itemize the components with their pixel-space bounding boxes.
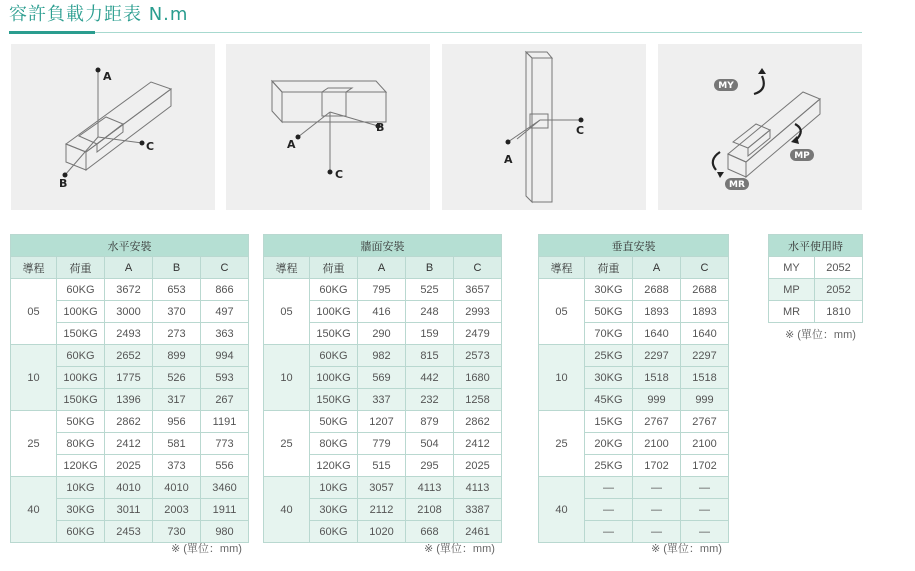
moment-name: MR bbox=[769, 301, 815, 323]
data-cell: 2767 bbox=[681, 411, 729, 433]
table-vertical bbox=[538, 234, 729, 543]
data-cell: 2652 bbox=[105, 345, 153, 367]
data-cell: 581 bbox=[153, 433, 201, 455]
data-cell: 248 bbox=[406, 301, 454, 323]
data-cell: 2862 bbox=[105, 411, 153, 433]
table-row bbox=[11, 411, 249, 433]
data-cell: 30KG bbox=[310, 499, 358, 521]
data-cell: 3387 bbox=[454, 499, 502, 521]
data-cell: 1518 bbox=[681, 367, 729, 389]
data-cell: 2025 bbox=[105, 455, 153, 477]
data-cell: — bbox=[681, 477, 729, 499]
data-cell: 60KG bbox=[57, 521, 105, 543]
table-row bbox=[11, 345, 249, 367]
data-cell: 4113 bbox=[454, 477, 502, 499]
moment-name: MP bbox=[769, 279, 815, 301]
data-cell: 4010 bbox=[153, 477, 201, 499]
data-cell: 10KG bbox=[57, 477, 105, 499]
data-cell: — bbox=[633, 477, 681, 499]
data-cell: 373 bbox=[153, 455, 201, 477]
data-cell: 569 bbox=[358, 367, 406, 389]
data-cell: 1680 bbox=[454, 367, 502, 389]
data-cell: — bbox=[633, 521, 681, 543]
data-cell: 267 bbox=[201, 389, 249, 411]
label-c: C bbox=[335, 168, 344, 181]
label-my: MY bbox=[718, 81, 734, 91]
data-cell: 2025 bbox=[454, 455, 502, 477]
column-header: B bbox=[406, 257, 454, 279]
diagram-moments-drawing bbox=[658, 44, 862, 210]
data-cell: 1775 bbox=[105, 367, 153, 389]
data-cell: 60KG bbox=[310, 345, 358, 367]
data-cell: — bbox=[681, 499, 729, 521]
data-cell: 295 bbox=[406, 455, 454, 477]
diagram-wall-drawing bbox=[226, 44, 430, 210]
data-cell: 3460 bbox=[201, 477, 249, 499]
lead-cell: 10 bbox=[264, 345, 310, 411]
data-cell: 504 bbox=[406, 433, 454, 455]
data-cell: 556 bbox=[201, 455, 249, 477]
lead-cell: 25 bbox=[11, 411, 57, 477]
data-cell: 866 bbox=[201, 279, 249, 301]
data-cell: 442 bbox=[406, 367, 454, 389]
lead-cell: 40 bbox=[539, 477, 585, 543]
data-cell: — bbox=[633, 499, 681, 521]
data-cell: 100KG bbox=[310, 367, 358, 389]
data-cell: 70KG bbox=[585, 323, 633, 345]
data-cell: 150KG bbox=[310, 389, 358, 411]
data-cell: — bbox=[585, 499, 633, 521]
data-cell: 1702 bbox=[633, 455, 681, 477]
data-cell: 1258 bbox=[454, 389, 502, 411]
data-cell: 50KG bbox=[310, 411, 358, 433]
data-cell: 2493 bbox=[105, 323, 153, 345]
unit-note: ※ (單位：mm) bbox=[171, 543, 242, 555]
data-cell: 1207 bbox=[358, 411, 406, 433]
column-header: C bbox=[681, 257, 729, 279]
table-horizontal bbox=[10, 234, 249, 543]
data-cell: 273 bbox=[153, 323, 201, 345]
data-cell: 2297 bbox=[681, 345, 729, 367]
data-cell: 593 bbox=[201, 367, 249, 389]
data-cell: — bbox=[681, 521, 729, 543]
diagram-horizontal bbox=[11, 44, 215, 210]
data-cell: 525 bbox=[406, 279, 454, 301]
data-cell: 15KG bbox=[585, 411, 633, 433]
table-row bbox=[539, 345, 729, 367]
column-header: 導程 bbox=[11, 257, 57, 279]
data-cell: 60KG bbox=[57, 345, 105, 367]
data-cell: 779 bbox=[358, 433, 406, 455]
group-header: 水平安裝 bbox=[11, 235, 249, 257]
data-cell: 773 bbox=[201, 433, 249, 455]
page-title: 容許負載力距表 N.m bbox=[9, 4, 189, 25]
table-row bbox=[11, 279, 249, 301]
group-header: 牆面安裝 bbox=[264, 235, 502, 257]
data-cell: 290 bbox=[358, 323, 406, 345]
data-cell: 1640 bbox=[681, 323, 729, 345]
data-cell: 30KG bbox=[57, 499, 105, 521]
data-cell: 4113 bbox=[406, 477, 454, 499]
label-a: A bbox=[504, 153, 513, 166]
data-cell: 899 bbox=[153, 345, 201, 367]
data-cell: 982 bbox=[358, 345, 406, 367]
table-row bbox=[11, 477, 249, 499]
diagram-vertical bbox=[442, 44, 646, 210]
data-cell: 25KG bbox=[585, 455, 633, 477]
data-cell: 2461 bbox=[454, 521, 502, 543]
data-cell: 100KG bbox=[310, 301, 358, 323]
data-cell: 100KG bbox=[57, 301, 105, 323]
data-cell: 232 bbox=[406, 389, 454, 411]
table-wall bbox=[263, 234, 502, 543]
lead-cell: 25 bbox=[539, 411, 585, 477]
data-cell: 2100 bbox=[681, 433, 729, 455]
column-header: 導程 bbox=[264, 257, 310, 279]
table-row bbox=[539, 411, 729, 433]
data-cell: 150KG bbox=[310, 323, 358, 345]
data-cell: 120KG bbox=[57, 455, 105, 477]
data-cell: 2688 bbox=[633, 279, 681, 301]
label-c: C bbox=[146, 140, 155, 153]
data-cell: 30KG bbox=[585, 367, 633, 389]
data-cell: 1396 bbox=[105, 389, 153, 411]
lead-cell: 25 bbox=[264, 411, 310, 477]
table-row bbox=[264, 411, 502, 433]
data-cell: 1020 bbox=[358, 521, 406, 543]
lead-cell: 40 bbox=[11, 477, 57, 543]
data-cell: 515 bbox=[358, 455, 406, 477]
data-cell: 60KG bbox=[57, 279, 105, 301]
data-cell: 2688 bbox=[681, 279, 729, 301]
data-cell: 80KG bbox=[57, 433, 105, 455]
column-header: 荷重 bbox=[57, 257, 105, 279]
table-row bbox=[539, 279, 729, 301]
label-b: B bbox=[376, 121, 385, 134]
data-cell: 2412 bbox=[454, 433, 502, 455]
data-cell: 1702 bbox=[681, 455, 729, 477]
column-header: 荷重 bbox=[585, 257, 633, 279]
label-mr: MR bbox=[729, 180, 745, 190]
data-cell: 150KG bbox=[57, 323, 105, 345]
data-cell: 3000 bbox=[105, 301, 153, 323]
data-cell: 1640 bbox=[633, 323, 681, 345]
title-accent-bar bbox=[9, 31, 95, 34]
data-cell: 60KG bbox=[310, 279, 358, 301]
data-cell: 80KG bbox=[310, 433, 358, 455]
data-cell: 2412 bbox=[105, 433, 153, 455]
table-row bbox=[264, 477, 502, 499]
column-header: A bbox=[358, 257, 406, 279]
data-cell: 20KG bbox=[585, 433, 633, 455]
column-header: A bbox=[633, 257, 681, 279]
label-b: B bbox=[59, 177, 68, 190]
data-cell: 317 bbox=[153, 389, 201, 411]
data-cell: 999 bbox=[633, 389, 681, 411]
data-cell: 2453 bbox=[105, 521, 153, 543]
column-header: 導程 bbox=[539, 257, 585, 279]
data-cell: 2993 bbox=[454, 301, 502, 323]
title-rule bbox=[9, 32, 862, 33]
data-cell: 60KG bbox=[310, 521, 358, 543]
data-cell: — bbox=[585, 521, 633, 543]
column-header: A bbox=[105, 257, 153, 279]
data-cell: 25KG bbox=[585, 345, 633, 367]
data-cell: 45KG bbox=[585, 389, 633, 411]
data-cell: 2479 bbox=[454, 323, 502, 345]
data-cell: 999 bbox=[681, 389, 729, 411]
data-cell: 120KG bbox=[310, 455, 358, 477]
diagram-vertical-drawing bbox=[442, 44, 646, 210]
data-cell: 2767 bbox=[633, 411, 681, 433]
group-header: 垂直安裝 bbox=[539, 235, 729, 257]
data-cell: 370 bbox=[153, 301, 201, 323]
lead-cell: 40 bbox=[264, 477, 310, 543]
label-a: A bbox=[103, 70, 112, 83]
data-cell: 159 bbox=[406, 323, 454, 345]
data-cell: 1518 bbox=[633, 367, 681, 389]
unit-note: ※ (單位：mm) bbox=[651, 543, 722, 555]
table-moment bbox=[768, 234, 863, 323]
data-cell: 150KG bbox=[57, 389, 105, 411]
lead-cell: 10 bbox=[539, 345, 585, 411]
data-cell: 526 bbox=[153, 367, 201, 389]
data-cell: 980 bbox=[201, 521, 249, 543]
column-header: C bbox=[454, 257, 502, 279]
data-cell: 2297 bbox=[633, 345, 681, 367]
data-cell: 668 bbox=[406, 521, 454, 543]
table-row bbox=[539, 477, 729, 499]
label-a: A bbox=[287, 138, 296, 151]
unit-note: ※ (單位：mm) bbox=[424, 543, 495, 555]
moment-value: 2052 bbox=[815, 257, 863, 279]
moment-value: 1810 bbox=[815, 301, 863, 323]
diagram-horizontal-drawing bbox=[11, 44, 215, 210]
data-cell: 2112 bbox=[358, 499, 406, 521]
data-cell: 2573 bbox=[454, 345, 502, 367]
label-c: C bbox=[576, 124, 585, 137]
data-cell: 1893 bbox=[681, 301, 729, 323]
column-header: C bbox=[201, 257, 249, 279]
data-cell: 1911 bbox=[201, 499, 249, 521]
data-cell: 4010 bbox=[105, 477, 153, 499]
moment-value: 2052 bbox=[815, 279, 863, 301]
lead-cell: 05 bbox=[11, 279, 57, 345]
data-cell: 337 bbox=[358, 389, 406, 411]
data-cell: 3657 bbox=[454, 279, 502, 301]
lead-cell: 05 bbox=[264, 279, 310, 345]
data-cell: 3011 bbox=[105, 499, 153, 521]
moment-name: MY bbox=[769, 257, 815, 279]
data-cell: 795 bbox=[358, 279, 406, 301]
data-cell: 815 bbox=[406, 345, 454, 367]
data-cell: 2108 bbox=[406, 499, 454, 521]
data-cell: 730 bbox=[153, 521, 201, 543]
data-cell: 3672 bbox=[105, 279, 153, 301]
data-cell: 1191 bbox=[201, 411, 249, 433]
data-cell: 653 bbox=[153, 279, 201, 301]
data-cell: 363 bbox=[201, 323, 249, 345]
data-cell: 879 bbox=[406, 411, 454, 433]
data-cell: 30KG bbox=[585, 279, 633, 301]
data-cell: 994 bbox=[201, 345, 249, 367]
data-cell: — bbox=[585, 477, 633, 499]
group-header: 水平使用時 bbox=[769, 235, 863, 257]
column-header: B bbox=[153, 257, 201, 279]
data-cell: 3057 bbox=[358, 477, 406, 499]
data-cell: 50KG bbox=[585, 301, 633, 323]
unit-note: ※ (單位：mm) bbox=[785, 329, 856, 341]
data-cell: 956 bbox=[153, 411, 201, 433]
table-row bbox=[264, 279, 502, 301]
lead-cell: 05 bbox=[539, 279, 585, 345]
lead-cell: 10 bbox=[11, 345, 57, 411]
column-header: 荷重 bbox=[310, 257, 358, 279]
data-cell: 2100 bbox=[633, 433, 681, 455]
diagram-moments bbox=[658, 44, 862, 210]
data-cell: 1893 bbox=[633, 301, 681, 323]
data-cell: 2003 bbox=[153, 499, 201, 521]
data-cell: 416 bbox=[358, 301, 406, 323]
data-cell: 100KG bbox=[57, 367, 105, 389]
label-mp: MP bbox=[794, 151, 810, 161]
data-cell: 2862 bbox=[454, 411, 502, 433]
table-row bbox=[264, 345, 502, 367]
data-cell: 497 bbox=[201, 301, 249, 323]
diagram-wall bbox=[226, 44, 430, 210]
data-cell: 10KG bbox=[310, 477, 358, 499]
data-cell: 50KG bbox=[57, 411, 105, 433]
